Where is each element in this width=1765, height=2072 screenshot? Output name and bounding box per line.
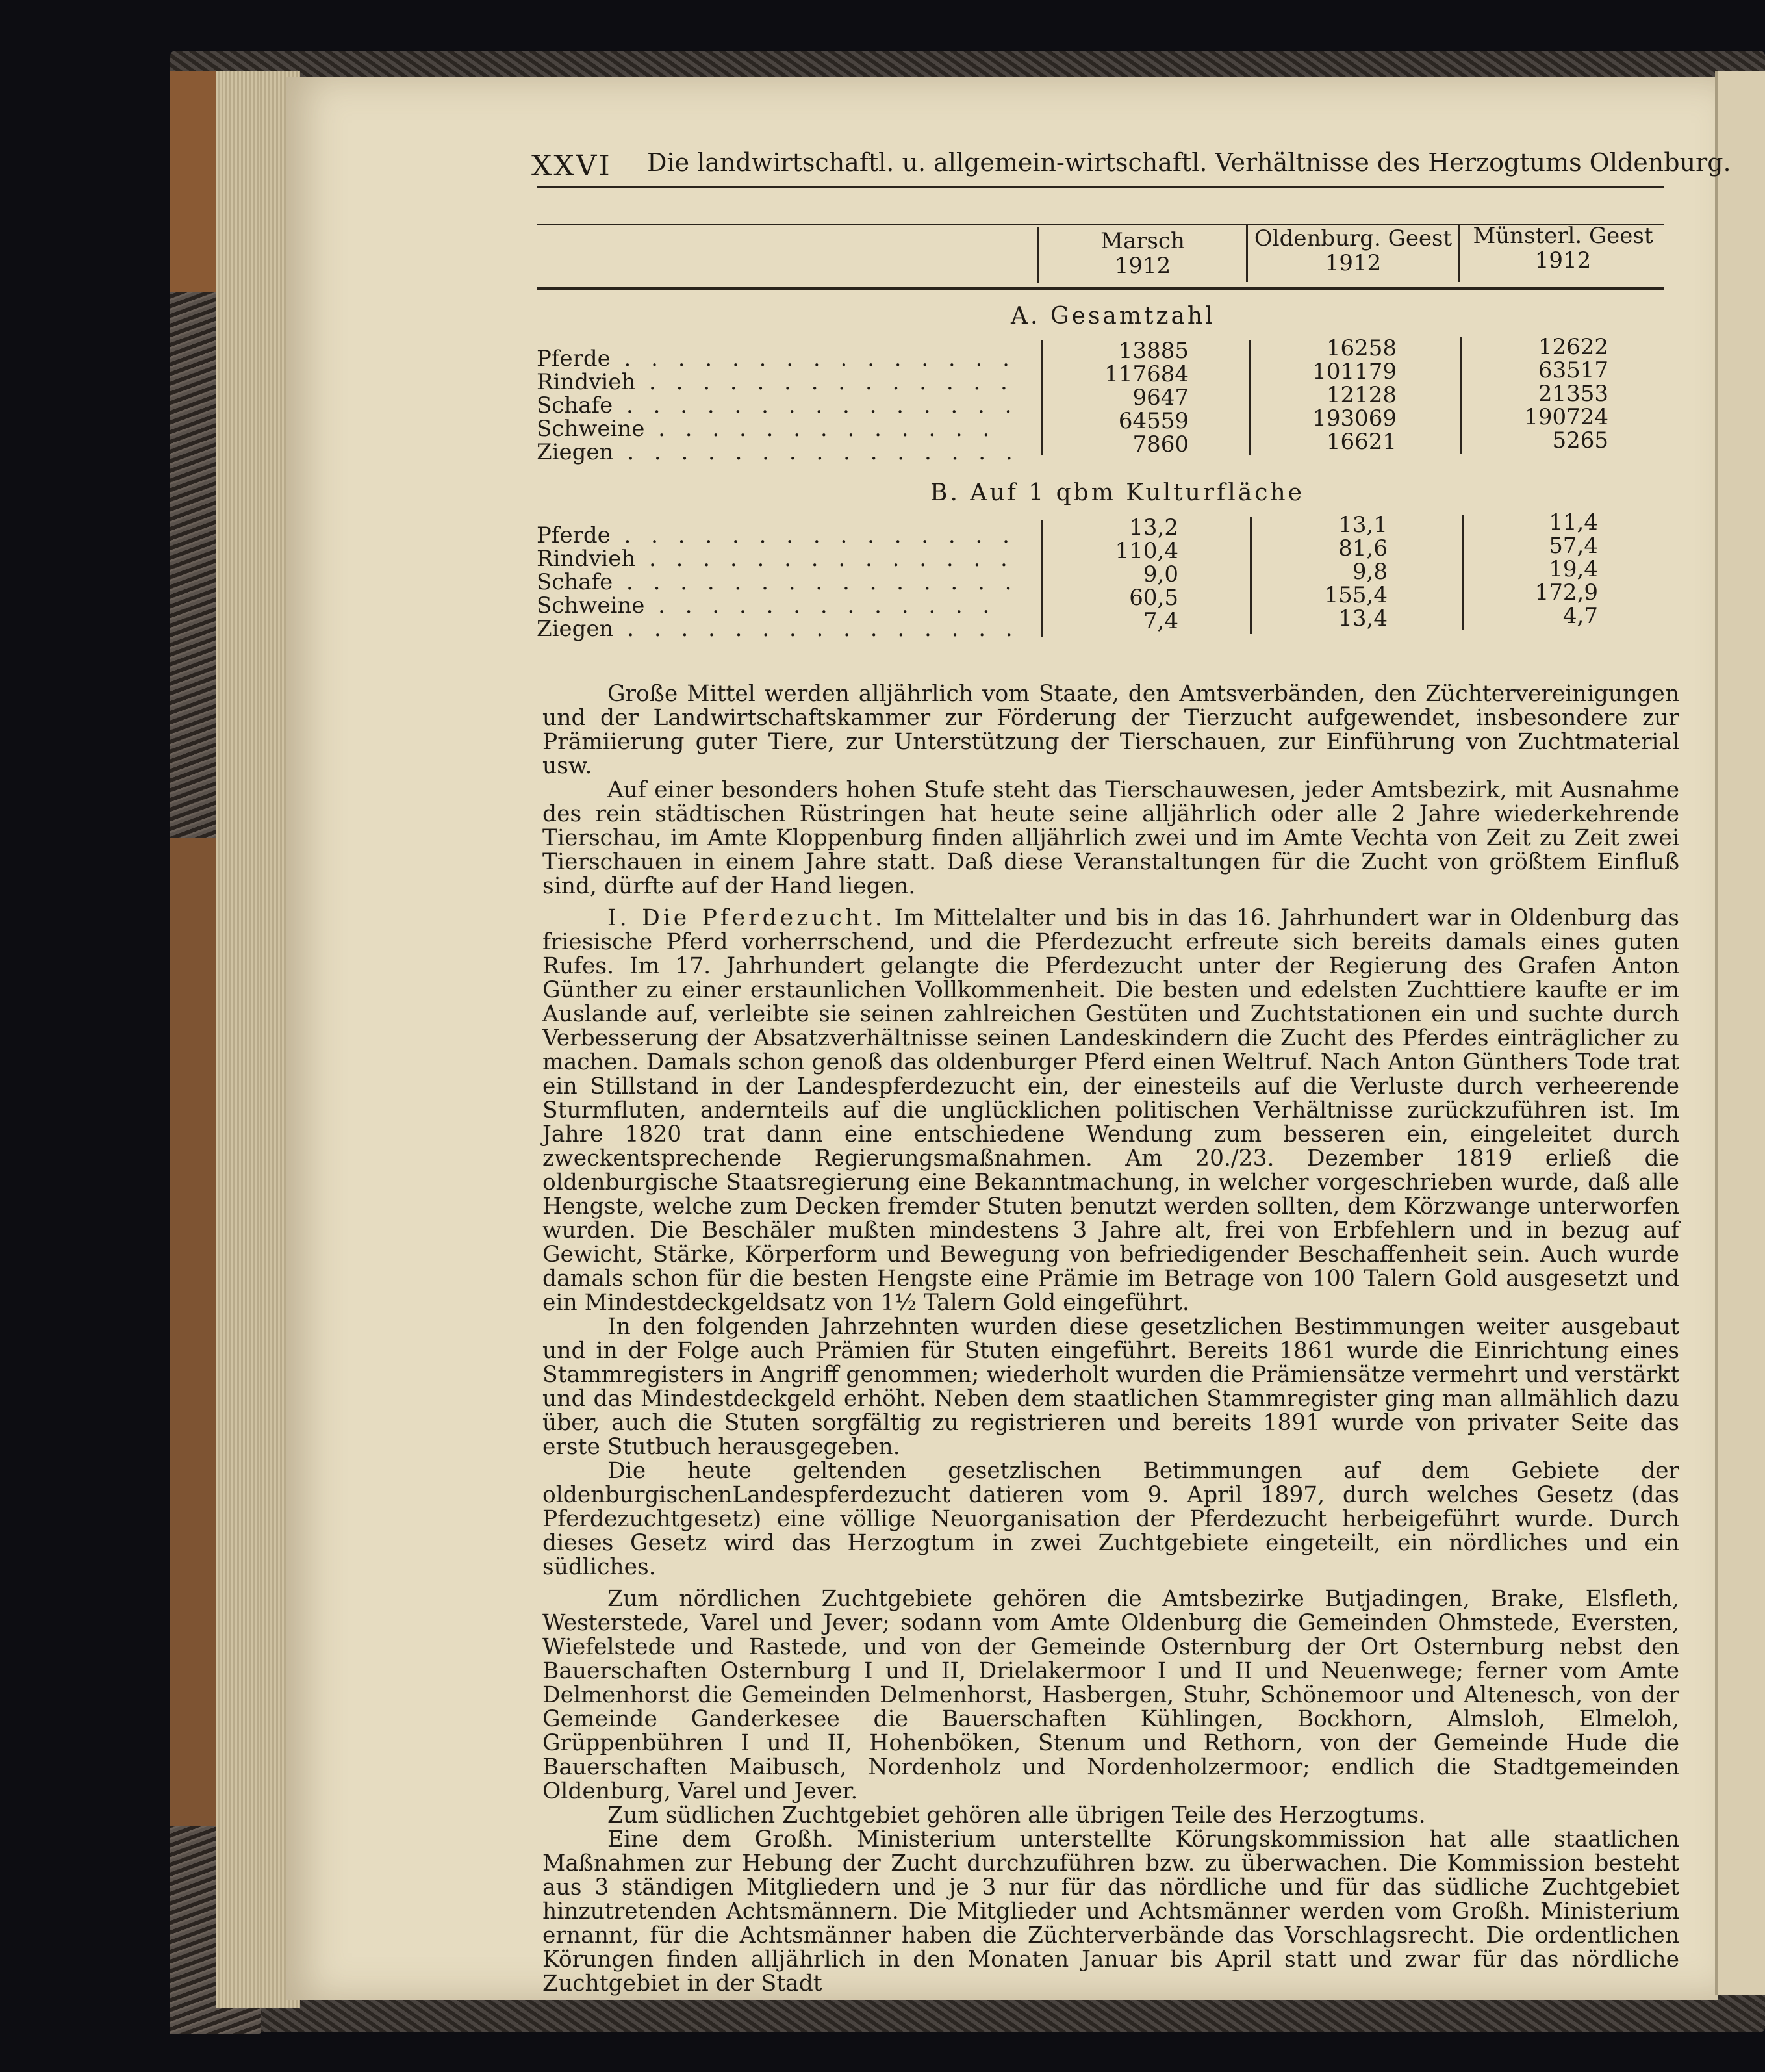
paragraph: Eine dem Großh. Ministerium unterstellte Körungskommission hat alle staatlichen Maßnahmen zur Hebung der Zucht durchzuführen bzw. zu überwachen. Die Kommission besteht aus 3 ständigen Mitgliedern und je 3 nur für das nördliche und für das südliche Zuchtgebiet hinzutretenden Achtsmännern. Die Mitglieder und Achtsmänner werden vom Großh. Ministerium ernannt, für die Achtsmänner haben die Züchterverbände das Vorschlagsrecht. Die ordentlichen Körungen finden alljährlich in den Monaten Januar bis April statt und zwar für das nördliche Zuchtgebiet in der Stadt — [542, 1826, 1679, 1997]
section-a-title: A. Gesamtzahl — [1011, 303, 1215, 329]
table-cell: 64559 — [1118, 408, 1189, 434]
col-header-marsch: Marsch 1912 — [1100, 228, 1185, 279]
a-row-label: Schafe . . . . . . . . . . . . . . . — [537, 392, 1019, 418]
col-header-muensterl-geest: Münsterl. Geest 1912 — [1473, 223, 1653, 274]
page-header — [531, 148, 1731, 187]
table-cell: 13885 — [1118, 338, 1189, 364]
table-cell: 9,0 — [1143, 561, 1178, 587]
table-cell: 7860 — [1132, 431, 1189, 457]
a-divider-3 — [1460, 337, 1462, 454]
table-cell: 9647 — [1132, 385, 1189, 411]
table-cell: 110,4 — [1115, 538, 1178, 564]
b-divider-3 — [1462, 515, 1464, 630]
header-rule — [537, 186, 1664, 188]
table-cell: 101179 — [1312, 359, 1397, 385]
table-cell: 60,5 — [1129, 585, 1178, 611]
table-cell: 7,4 — [1143, 608, 1178, 634]
table-cell: 81,6 — [1338, 535, 1388, 561]
table-cell: 16621 — [1326, 429, 1397, 455]
paragraph: Zum südlichen Zuchtgebiet gehören alle übrigen Teile des Herzogtums. — [607, 1802, 1426, 1828]
page-number: XXVI — [531, 149, 612, 183]
table-cell: 5265 — [1552, 428, 1608, 454]
b-divider-2 — [1250, 517, 1252, 634]
table-cell: 19,4 — [1549, 556, 1598, 582]
table-cell: 117684 — [1104, 361, 1189, 387]
col-header-oldenburg-geest: Oldenburg. Geest 1912 — [1254, 225, 1453, 276]
table-cell: 9,8 — [1352, 559, 1388, 585]
table-head-rule — [537, 287, 1664, 290]
paragraph: Zum nördlichen Zuchtgebiete gehören die Amtsbezirke Butjadingen, Brake, Elsfleth, Westerstede, Varel und Jever; sodann vom Amte Oldenburg die Gemeinden Ohmstede, Eversten, Wiefelstede und Rastede, und von der Gemeinde Osternburg der Ort Osternburg nebst den Bauerschaften Osternburg I und II, Drielakermoor I und II und Neuenwege; ferner vom Amte Delmenhorst die Gemeinden Delmenhorst, Hasbergen, Stuhr, Schönemoor und Altenesch, von der Gemeinde Ganderkesee die Bauerschaften Kühlingen, Bockhorn, Almsloh, Elmeloh, Grüppenbühren I und II, Hohenböken, Stenum und Rethorn, von der Gemeinde Hude die Bauerschaften Maibusch, Nordenholz und Nordenholzermoor; endlich die Stadtgemeinden Oldenburg, Varel und Jever. — [542, 1586, 1679, 1804]
a-divider-2 — [1249, 340, 1251, 455]
facing-page-edge — [1718, 71, 1765, 1995]
b-row-label: Pferde . . . . . . . . . . . . . . . — [537, 522, 1016, 548]
table-cell: 12622 — [1538, 334, 1608, 360]
table-cell: 21353 — [1538, 381, 1608, 407]
paragraph: Große Mittel werden alljährlich vom Staate, den Amtsverbänden, den Züchtervereinigungen und der Landwirtschaftskammer zur Förderung der Tierzucht aufgewendet, insbesondere zur Prämiierung guter Tiere, zur Unterstützung der Tierschauen, zur Einführung von Zuchtmaterial usw. — [542, 681, 1679, 779]
paragraph: Auf einer besonders hohen Stufe steht das Tierschauwesen, jeder Amtsbezirk, mit Ausnahme des rein städtischen Rüstringen hat heute seine alljährlich oder alle 2 Jahre wiederkehrende Tierschau, im Amte Kloppenburg finden alljährlich zwei und im Amte Vechta von Zeit zu Zeit zwei Tierschauen in einem Jahre statt. Daß diese Veranstaltungen für die Zucht von größtem Einfluß sind, dürfte auf der Hand liegen. — [542, 777, 1679, 899]
table-cell: 16258 — [1326, 335, 1397, 361]
table-cell: 12128 — [1326, 382, 1397, 408]
table-cell: 4,7 — [1562, 603, 1598, 629]
body-text — [542, 682, 1679, 1996]
b-row-label: Schweine . . . . . . . . . . . . . — [537, 593, 997, 619]
table-cell: 155,4 — [1324, 582, 1388, 608]
section-heading: I. Die Pferdezucht. — [607, 905, 885, 931]
a-row-label: Ziegen . . . . . . . . . . . . . . . — [537, 439, 1019, 465]
table-cell: 13,2 — [1129, 515, 1178, 541]
table-cell: 13,4 — [1338, 606, 1388, 632]
a-row-label: Rindvieh . . . . . . . . . . . . . . — [537, 369, 1014, 395]
paragraph: Die heute geltenden gesetzlischen Betimmungen auf dem Gebiete der oldenburgischenLandespferdezucht datieren vom 9. April 1897, durch welches Gesetz (das Pferdezuchtgesetz) eine völlige Neuorganisation der Pferdezucht herbeigeführt wurde. Durch dieses Gesetz wird das Herzogtum in zwei Zuchtgebiete eingeteilt, ein nördliches und ein südliches. — [542, 1458, 1679, 1580]
col-divider-1 — [1037, 227, 1039, 283]
a-row-label: Pferde . . . . . . . . . . . . . . . — [537, 346, 1016, 372]
table-cell: 172,9 — [1534, 580, 1598, 606]
table-cell: 190724 — [1524, 404, 1608, 430]
section-b-title: B. Auf 1 qbm Kulturfläche — [930, 480, 1304, 506]
b-row-label: Schafe . . . . . . . . . . . . . . . — [537, 569, 1019, 595]
running-title: Die landwirtschaftl. u. allgemein-wirtschaftl. Verhältnisse des Herzogtums Oldenburg. — [647, 148, 1731, 177]
table-cell: 13,1 — [1338, 512, 1388, 538]
table-cell: 11,4 — [1549, 509, 1598, 535]
table-cell: 57,4 — [1549, 533, 1598, 559]
table-cell: 63517 — [1538, 357, 1608, 383]
b-row-label: Rindvieh . . . . . . . . . . . . . . — [537, 546, 1014, 572]
table-cell: 193069 — [1312, 405, 1397, 431]
paragraph: I. Die Pferdezucht. Im Mittelalter und bis in das 16. Jahrhundert war in Oldenburg das friesische Pferd vorherrschend, und die Pferdezucht erfreute sich bereits damals eines guten Rufes. Im 17. Jahrhundert gelangte die Pferdezucht unter der Regierung des Grafen Anton Günther zu einer erstaunlichen Vollkommenheit. Die besten und edelsten Zuchttiere kaufte er im Auslande auf, verleibte sie seinen zahlreichen Gestüten und Zuchtstationen ein und suchte durch Verbesserung der Absatzverhältnisse seinen Landeskindern die Zucht des Pferdes einträglicher zu machen. Damals schon genoß das oldenburger Pferd einen Weltruf. Nach Anton Günthers Tode trat ein Stillstand in der Landespferdezucht ein, der einesteils auf die Verluste durch verheerende Sturmfluten, andernteils auf die unglücklichen politischen Verhältnisse zurückzuführen ist. Im Jahre 1820 trat dann eine entschiedene Wendung zum besseren ein, eingeleitet durch zweckentsprechende Regierungsmaßnahmen. Am 20./23. Dezember 1819 erließ die oldenburgische Staatsregierung eine Bekanntmachung, in welcher vorgeschrieben wurde, daß alle Hengste, welche zum Decken fremder Stuten benutzt werden sollten, dem Körzwange unterworfen wurden. Die Beschäler mußten mindestens 3 Jahre alt, frei von Erbfehlern und in bezug auf Gewicht, Stärke, Körperform und Bewegung von befriedigender Beschaffenheit sein. Auch wurde damals schon für die besten Hengste eine Prämie im Betrage von 100 Talern Gold ausgesetzt und ein Mindestdeckgeldsatz von 1½ Talern Gold eingeführt. — [542, 905, 1680, 1316]
paragraph: In den folgenden Jahrzehnten wurden diese gesetzlichen Bestimmungen weiter ausgebaut und in der Folge auch Prämien für Stuten eingeführt. Bereits 1861 wurde die Einrichtung eines Stammregisters in Angriff genommen; wiederholt wurden die Prämiensätze vermehrt und verstärkt und das Mindestdeckgeld erhöht. Neben dem staatlichen Stammregister ging man allmählich dazu über, auch die Stuten sorgfältig zu registrieren und bereits 1891 wurde von privater Seite das erste Stutbuch herausgegeben. — [542, 1314, 1679, 1460]
b-row-label: Ziegen . . . . . . . . . . . . . . . — [537, 616, 1019, 642]
a-row-label: Schweine . . . . . . . . . . . . . — [537, 416, 997, 442]
